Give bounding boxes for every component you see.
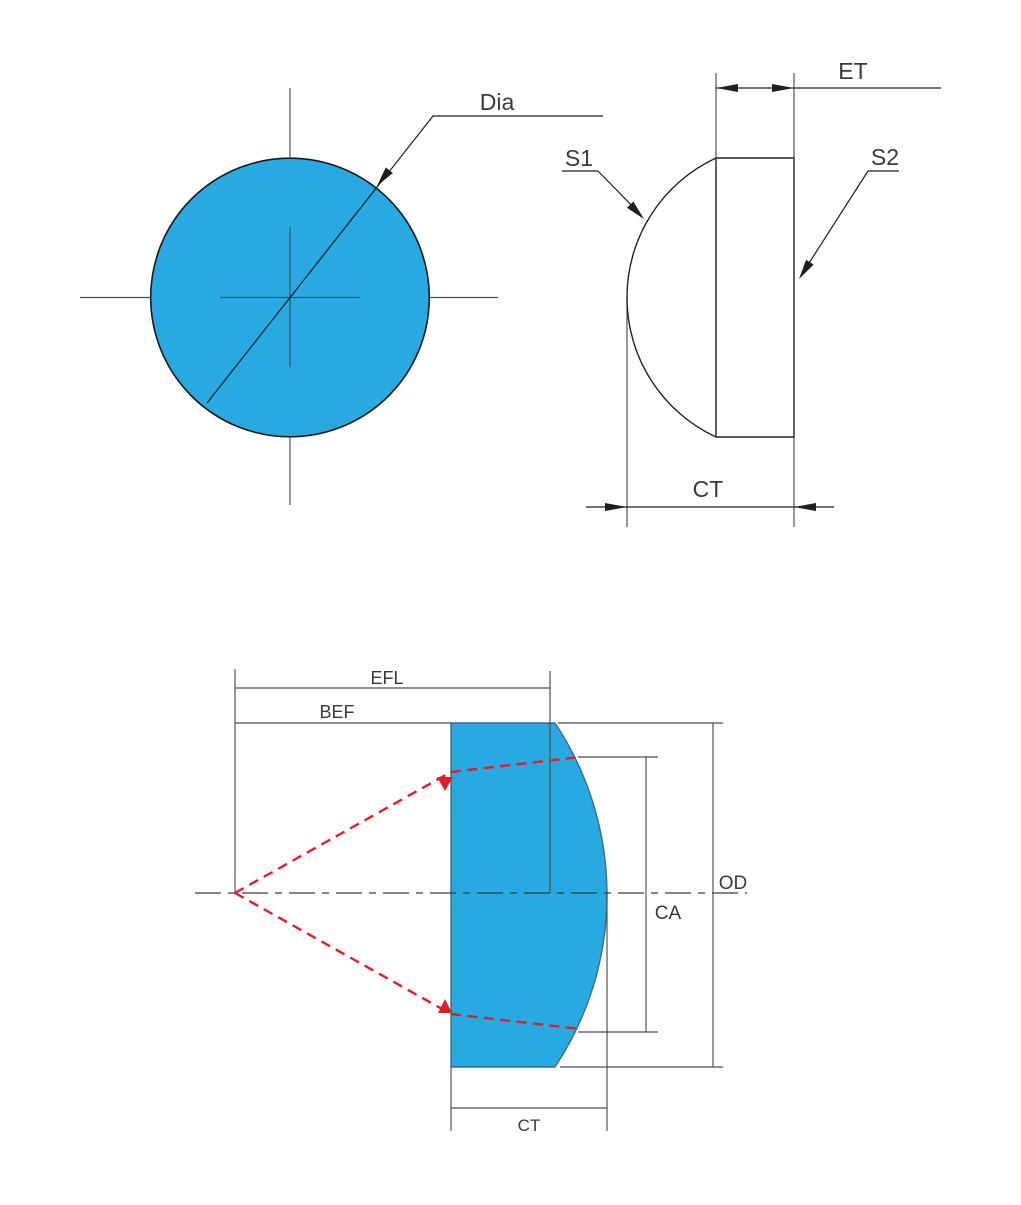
- s1-label: S1: [564, 145, 594, 171]
- lens-side-profile: [627, 158, 794, 437]
- dia-label: Dia: [479, 89, 515, 115]
- lower-ray-arrowhead-icon: [438, 999, 452, 1013]
- ca-label: CA: [654, 903, 682, 924]
- front-view: [80, 88, 603, 505]
- et-label: ET: [838, 58, 868, 84]
- ct-side-label: CT: [692, 476, 724, 502]
- et-arrow-right-icon: [772, 84, 794, 92]
- s2-label: S2: [870, 144, 900, 170]
- et-arrow-left-icon: [716, 84, 738, 92]
- focal-ray-diagram: [195, 668, 747, 1135]
- ct-arrow-right-icon: [794, 503, 816, 511]
- ct-arrow-left-icon: [605, 503, 627, 511]
- bef-label: BEF: [319, 702, 355, 722]
- s2-leader-line: [802, 171, 868, 274]
- side-view: [562, 58, 941, 527]
- efl-label: EFL: [370, 668, 404, 688]
- s1-arrowhead-icon: [627, 201, 647, 222]
- od-label: OD: [718, 873, 748, 894]
- ct-bottom-label: CT: [517, 1116, 541, 1135]
- lens-cross-section: [451, 723, 607, 1067]
- s2-arrowhead-icon: [795, 260, 813, 282]
